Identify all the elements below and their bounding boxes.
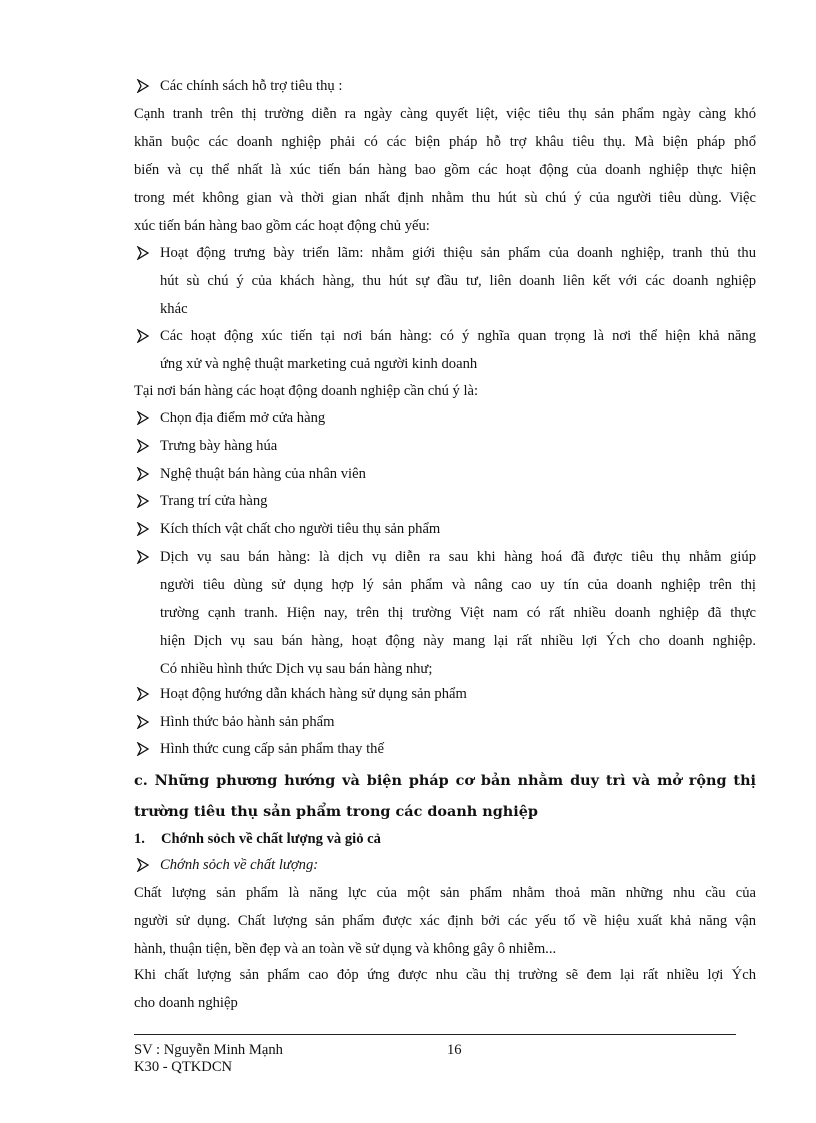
text-line: cho doanh nghiệp xyxy=(134,995,238,1011)
list-item xyxy=(134,432,756,460)
heading-line: trường tiêu thụ sản phẩm trong các doanh nghiệp xyxy=(134,803,538,820)
arrow-bullet-icon xyxy=(136,735,150,763)
bullet-trade-show xyxy=(134,239,756,323)
paragraph-benefit xyxy=(134,961,756,1017)
arrow-bullet-icon xyxy=(136,239,150,267)
list-item xyxy=(134,487,756,515)
arrow-bullet-icon xyxy=(136,543,150,571)
paragraph-competition xyxy=(134,100,756,240)
text-line: xúc tiến bán hàng bao gồm các hoạt động chủ yếu: xyxy=(134,218,430,234)
subsection-label: Chớnh sỏch về chất lượng và giỏ cả xyxy=(161,831,381,847)
list-item-label: Hoạt động hướng dẫn khách hàng sử dụng sản phẩm xyxy=(160,686,467,702)
heading-line: c. Những phương hướng và biện pháp cơ bản nhằm duy trì và mở rộng thị xyxy=(134,772,756,789)
arrow-bullet-icon xyxy=(136,460,150,488)
list-item xyxy=(134,708,756,736)
text-line: hành, thuận tiện, bền đẹp và an toàn về sử dụng và không gây ô nhiễm... xyxy=(134,941,557,957)
list-item xyxy=(134,404,756,432)
list-item xyxy=(134,460,756,488)
list-item xyxy=(134,735,756,763)
quality-policy-bullet xyxy=(134,851,756,879)
list-item-label: Hình thức cung cấp sản phẩm thay thế xyxy=(160,741,384,757)
text-line: Cạnh tranh trên thị trường diễn ra ngày càng quyết liệt, việc tiêu thụ sản phẩm ngày càng khó xyxy=(134,106,756,122)
arrow-bullet-icon xyxy=(136,680,150,708)
text-line: hút sù chú ý của khách hàng, thu hút sự đầu tư, liên doanh liên kết với các doanh nghiệp xyxy=(160,273,756,289)
list-item-label: Kích thích vật chất cho người tiêu thụ sản phẩm xyxy=(160,521,441,537)
store-intro xyxy=(134,377,756,405)
text-line: Tại nơi bán hàng các hoạt động doanh nghiệp cần chú ý là: xyxy=(134,383,479,399)
text-line: Các hoạt động xúc tiến tại nơi bán hàng: có ý nghĩa quan trọng là nơi thể hiện khả năng xyxy=(160,328,756,344)
text-line: khăn buộc các doanh nghiệp phải có các biện pháp hỗ trợ khâu tiêu thụ. Mà biện pháp phổ xyxy=(134,134,756,150)
footer-class: K30 - QTKDCN xyxy=(134,1059,233,1075)
list-item-label: Trang trí cửa hàng xyxy=(160,493,268,509)
quality-policy-label: Chớnh sỏch về chất lượng: xyxy=(160,857,319,873)
subsection-title xyxy=(134,825,756,853)
subsection-number: 1. xyxy=(134,831,145,847)
list-item xyxy=(134,680,756,708)
text-line: biến và cụ thể nhất là xúc tiến bán hàng bao gồm các hoạt động của doanh nghiệp thực hiện xyxy=(134,162,756,178)
arrow-bullet-icon xyxy=(136,487,150,515)
list-item-label: Nghệ thuật bán hàng của nhân viên xyxy=(160,466,366,482)
text-line: ứng xử và nghệ thuật marketing cuả người kinh doanh xyxy=(160,356,478,372)
arrow-bullet-icon xyxy=(136,515,150,543)
arrow-bullet-icon xyxy=(136,851,150,879)
page-number: 16 xyxy=(447,1042,462,1058)
text-line: Hoạt động trưng bày triển lãm: nhằm giới thiệu sản phẩm của doanh nghiệp, tranh thủ thu xyxy=(160,245,756,261)
arrow-bullet-icon xyxy=(136,708,150,736)
text-line: trường cạnh tranh. Hiện nay, trên thị trường Việt nam có rất nhiều doanh nghiệp đã thực xyxy=(160,605,756,621)
policy-bullet xyxy=(134,72,756,100)
text-line: hiện Dịch vụ sau bán hàng, hoạt động này mang lại rất nhiều lợi Ých cho doanh nghiệp. xyxy=(160,633,756,649)
list-item xyxy=(134,515,756,543)
bullet-after-sales xyxy=(134,543,756,683)
arrow-bullet-icon xyxy=(136,322,150,350)
paragraph-quality xyxy=(134,879,756,963)
arrow-bullet-icon xyxy=(136,432,150,460)
arrow-bullet-icon xyxy=(136,404,150,432)
bullet-store-promotion xyxy=(134,322,756,378)
arrow-bullet-icon xyxy=(136,72,150,100)
footer-divider xyxy=(134,1034,736,1035)
list-item-label: Trưng bày hàng húa xyxy=(160,438,278,454)
text-line: khác xyxy=(160,301,188,317)
text-line: Dịch vụ sau bán hàng: là dịch vụ diễn ra sau khi hàng hoá đã được tiêu thụ nhằm giúp xyxy=(160,549,756,565)
policy-heading: Các chính sách hỗ trợ tiêu thụ : xyxy=(160,78,343,94)
text-line: người sử dụng. Chất lượng sản phẩm được xác định bởi các yếu tố về hiệu xuất khả năng vận xyxy=(134,913,756,929)
footer-student: SV : Nguyễn Minh Mạnh xyxy=(134,1042,283,1058)
text-line: Khi chất lượng sản phẩm cao đỏp ứng được nhu cầu thị trường sẽ đem lại rất nhiều lợi Ých xyxy=(134,967,756,983)
text-line: trong mét không gian và thời gian nhất định nhằm thu hút sù chú ý của người tiêu dùng. Việc xyxy=(134,190,756,206)
text-line: Có nhiều hình thức Dịch vụ sau bán hàng như; xyxy=(160,661,433,677)
section-heading-c xyxy=(134,765,756,827)
text-line: người tiêu dùng sử dụng hợp lý sản phẩm và nâng cao uy tín của doanh nghiệp trên thị xyxy=(160,577,756,593)
text-line: Chất lượng sản phẩm là năng lực của một sản phẩm nhằm thoả mãn những nhu cầu của xyxy=(134,885,756,901)
list-item-label: Hình thức bảo hành sản phẩm xyxy=(160,714,335,730)
list-item-label: Chọn địa điểm mở cửa hàng xyxy=(160,410,326,426)
